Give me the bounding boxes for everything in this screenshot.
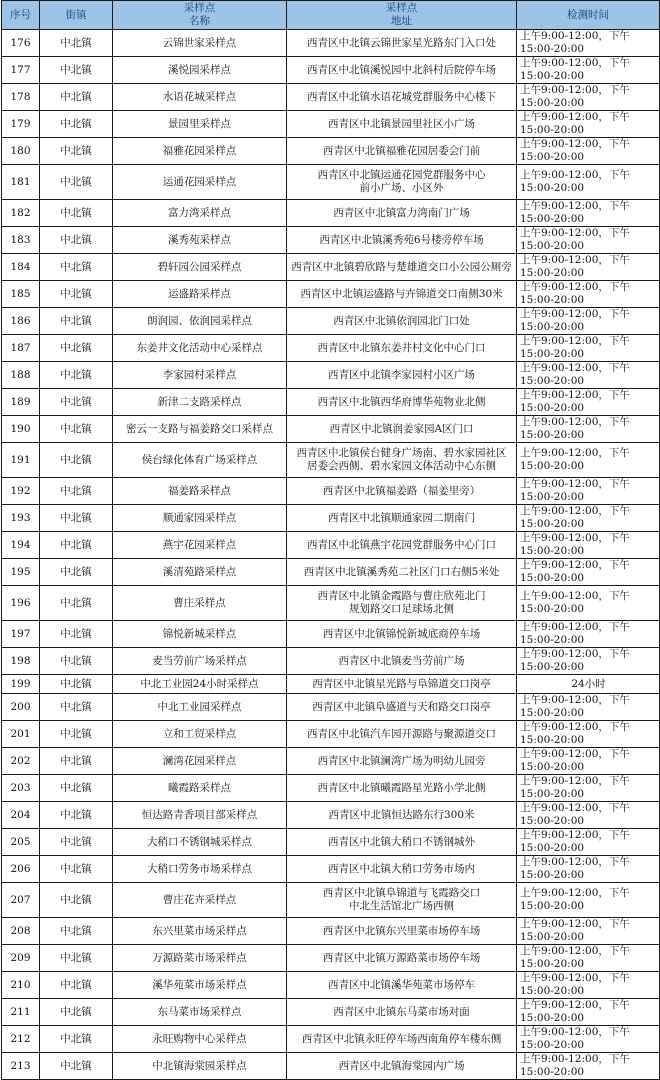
row-site-address — [287, 972, 517, 999]
row-town: 中北镇 — [40, 621, 113, 648]
row-site-address-line: 西青区中北镇溪悦园中北斜村后院停车场 — [307, 63, 496, 76]
row-town: 中北镇 — [40, 165, 113, 200]
row-site-name: 富力湾采样点 — [113, 200, 287, 227]
row-site-address-line: 前小广场、小区外 — [359, 182, 444, 194]
row-site-name: 运通花园采样点 — [113, 165, 287, 200]
row-number: 204 — [2, 802, 40, 829]
row-site-address-line: 居委会西侧、碧水家园文体活动中心东侧 — [307, 460, 496, 472]
row-number: 177 — [2, 57, 40, 84]
row-site-name: 恒达路青香项目部采样点 — [113, 802, 287, 829]
table-row — [2, 559, 660, 586]
row-number: 191 — [2, 443, 40, 478]
row-site-address — [287, 443, 517, 478]
table-row — [2, 1053, 660, 1080]
table-row — [2, 829, 660, 856]
row-site-address-line: 西青区中北镇运盛路与卉锦道交口南侧30米 — [300, 287, 503, 300]
table-row — [2, 478, 660, 505]
row-test-time: 上午9:00-12:00，下午15:00-20:00 — [517, 200, 660, 227]
row-number: 188 — [2, 362, 40, 389]
row-town: 中北镇 — [40, 721, 113, 748]
row-site-address — [287, 559, 517, 586]
row-test-time: 上午9:00-12:00，下午15:00-20:00 — [517, 84, 660, 111]
row-test-time: 上午9:00-12:00，下午15:00-20:00 — [517, 559, 660, 586]
row-town: 中北镇 — [40, 389, 113, 416]
row-site-name: 溪清苑路采样点 — [113, 559, 287, 586]
table-row — [2, 443, 660, 478]
row-town: 中北镇 — [40, 775, 113, 802]
row-town: 中北镇 — [40, 918, 113, 945]
table-row — [2, 30, 660, 57]
row-number: 195 — [2, 559, 40, 586]
row-site-name: 东兴里菜市场采样点 — [113, 918, 287, 945]
row-site-address — [287, 694, 517, 721]
row-site-address — [287, 775, 517, 802]
row-test-time: 上午9:00-12:00，下午15:00-20:00 — [517, 775, 660, 802]
row-town: 中北镇 — [40, 648, 113, 675]
row-town: 中北镇 — [40, 478, 113, 505]
row-site-address — [287, 748, 517, 775]
row-site-address-line: 西青区中北镇溪秀苑二社区门口右侧5米处 — [303, 565, 500, 578]
row-site-address-line: 西青区中北镇澜湾广场为明幼儿园旁 — [317, 754, 486, 767]
row-site-name: 溪悦园采样点 — [113, 57, 287, 84]
row-site-name: 曹庄花卉采样点 — [113, 883, 287, 918]
row-site-name: 景园里采样点 — [113, 111, 287, 138]
row-test-time: 上午9:00-12:00，下午15:00-20:00 — [517, 972, 660, 999]
row-site-address — [287, 721, 517, 748]
row-site-name: 溪秀苑采样点 — [113, 227, 287, 254]
row-site-address-line: 西青区中北镇曦霞路星光路小学北侧 — [317, 781, 486, 794]
row-town: 中北镇 — [40, 675, 113, 694]
row-number: 205 — [2, 829, 40, 856]
row-site-name: 侯台绿化体育广场采样点 — [113, 443, 287, 478]
row-town: 中北镇 — [40, 227, 113, 254]
row-test-time: 上午9:00-12:00，下午15:00-20:00 — [517, 335, 660, 362]
table-row — [2, 972, 660, 999]
row-site-address — [287, 999, 517, 1026]
row-number: 179 — [2, 111, 40, 138]
table-row — [2, 856, 660, 883]
row-site-address-line: 西青区中北镇运通花园党群服务中心 — [317, 169, 486, 181]
row-number: 178 — [2, 84, 40, 111]
row-test-time: 上午9:00-12:00，下午15:00-20:00 — [517, 532, 660, 559]
row-number: 196 — [2, 586, 40, 621]
row-number: 186 — [2, 308, 40, 335]
row-number: 190 — [2, 416, 40, 443]
row-number: 211 — [2, 999, 40, 1026]
row-site-name: 新津二支路采样点 — [113, 389, 287, 416]
row-site-name: 中北镇海棠园采样点 — [113, 1053, 287, 1080]
row-town: 中北镇 — [40, 883, 113, 918]
row-site-address-line: 西青区中北镇溪华苑菜市场停车 — [328, 978, 475, 991]
row-site-address-line: 西青区中北镇燕宇花园党群服务中心门口 — [307, 538, 496, 551]
table-row — [2, 918, 660, 945]
table-row — [2, 165, 660, 200]
row-site-address — [287, 621, 517, 648]
row-test-time: 上午9:00-12:00，下午15:00-20:00 — [517, 138, 660, 165]
row-number: 180 — [2, 138, 40, 165]
row-town: 中北镇 — [40, 111, 113, 138]
row-town: 中北镇 — [40, 532, 113, 559]
row-site-address-line: 西青区中北镇侯台健身广场南、碧水家园社区 — [296, 447, 507, 459]
table-row — [2, 675, 660, 694]
row-site-address — [287, 856, 517, 883]
row-number: 203 — [2, 775, 40, 802]
row-test-time: 上午9:00-12:00，下午15:00-20:00 — [517, 416, 660, 443]
row-site-name: 福雅花园采样点 — [113, 138, 287, 165]
row-town: 中北镇 — [40, 829, 113, 856]
row-town: 中北镇 — [40, 84, 113, 111]
header-site-name-line1: 采样点 — [183, 2, 216, 14]
row-town: 中北镇 — [40, 972, 113, 999]
row-test-time: 上午9:00-12:00，下午15:00-20:00 — [517, 505, 660, 532]
row-site-name: 燕宇花园采样点 — [113, 532, 287, 559]
row-town: 中北镇 — [40, 308, 113, 335]
row-site-address-line: 西青区中北镇东马菜市场对面 — [333, 1005, 470, 1018]
row-test-time: 上午9:00-12:00，下午15:00-20:00 — [517, 478, 660, 505]
row-number: 192 — [2, 478, 40, 505]
row-site-address-line: 西青区中北镇碧欣路与楚雄道交口小公园公厕旁 — [291, 260, 512, 273]
table-row — [2, 648, 660, 675]
row-site-address — [287, 532, 517, 559]
row-town: 中北镇 — [40, 138, 113, 165]
row-test-time: 上午9:00-12:00，下午15:00-20:00 — [517, 621, 660, 648]
row-site-address — [287, 335, 517, 362]
row-test-time: 上午9:00-12:00，下午15:00-20:00 — [517, 945, 660, 972]
row-site-address — [287, 308, 517, 335]
row-number: 176 — [2, 30, 40, 57]
row-town: 中北镇 — [40, 1026, 113, 1053]
row-site-address-line: 西青区中北镇富力湾南门广场 — [333, 206, 470, 219]
row-test-time: 上午9:00-12:00，下午15:00-20:00 — [517, 165, 660, 200]
row-site-address-line: 西青区中北镇恒达路东行300米 — [328, 808, 475, 821]
row-site-address — [287, 165, 517, 200]
row-site-name: 曹庄采样点 — [113, 586, 287, 621]
table-row — [2, 84, 660, 111]
row-test-time: 上午9:00-12:00，下午15:00-20:00 — [517, 1053, 660, 1080]
row-test-time: 上午9:00-12:00，下午15:00-20:00 — [517, 57, 660, 84]
row-site-address — [287, 883, 517, 918]
table-row — [2, 227, 660, 254]
table-row — [2, 416, 660, 443]
table-row — [2, 254, 660, 281]
row-site-name: 溪华苑菜市场采样点 — [113, 972, 287, 999]
row-town: 中北镇 — [40, 802, 113, 829]
row-site-address-line: 西青区中北镇福姜路（福姜里旁） — [322, 484, 481, 497]
row-test-time: 上午9:00-12:00，下午15:00-20:00 — [517, 829, 660, 856]
row-site-name: 立和工贸采样点 — [113, 721, 287, 748]
row-site-name: 福姜路采样点 — [113, 478, 287, 505]
row-test-time: 上午9:00-12:00，下午15:00-20:00 — [517, 389, 660, 416]
row-number: 187 — [2, 335, 40, 362]
table-row — [2, 621, 660, 648]
row-number: 199 — [2, 675, 40, 694]
row-site-address-line: 西青区中北镇金霞路与曹庄欣苑北门 — [317, 590, 486, 602]
row-site-address — [287, 362, 517, 389]
row-town: 中北镇 — [40, 335, 113, 362]
header-site-address — [287, 1, 517, 30]
row-site-address — [287, 57, 517, 84]
table-row — [2, 883, 660, 918]
row-test-time: 上午9:00-12:00，下午15:00-20:00 — [517, 999, 660, 1026]
row-town: 中北镇 — [40, 748, 113, 775]
row-test-time: 24小时 — [517, 675, 660, 694]
table-row — [2, 999, 660, 1026]
header-site-address-line2: 地址 — [391, 15, 412, 27]
row-site-address-line: 西青区中北镇大稍口不锈钢城外 — [328, 835, 475, 848]
table-row — [2, 281, 660, 308]
header-town: 街镇 — [40, 1, 113, 30]
row-site-address-line: 西青区中北镇星光路与阜锦道交口岗亭 — [312, 677, 491, 690]
row-test-time: 上午9:00-12:00，下午15:00-20:00 — [517, 648, 660, 675]
row-number: 193 — [2, 505, 40, 532]
row-site-name: 麦当劳前广场采样点 — [113, 648, 287, 675]
row-site-address-line: 西青区中北镇顺通家园二期南门 — [328, 511, 475, 524]
row-town: 中北镇 — [40, 254, 113, 281]
row-site-address-line: 西青区中北镇水语花城党群服务中心楼下 — [307, 90, 496, 103]
row-site-address-line: 西青区中北镇麦当劳前广场 — [338, 654, 465, 667]
row-town: 中北镇 — [40, 505, 113, 532]
row-site-name: 万源路菜市场采样点 — [113, 945, 287, 972]
row-test-time: 上午9:00-12:00，下午15:00-20:00 — [517, 30, 660, 57]
row-site-name: 大稍口不锈钢城采样点 — [113, 829, 287, 856]
table-row — [2, 389, 660, 416]
row-test-time: 上午9:00-12:00，下午15:00-20:00 — [517, 802, 660, 829]
table-row — [2, 138, 660, 165]
row-town: 中北镇 — [40, 30, 113, 57]
row-test-time: 上午9:00-12:00，下午15:00-20:00 — [517, 111, 660, 138]
row-site-address-line: 西青区中北镇大稍口劳务市场内 — [328, 862, 475, 875]
row-site-address — [287, 802, 517, 829]
row-site-name: 中北工业园24小时采样点 — [113, 675, 287, 694]
row-test-time: 上午9:00-12:00，下午15:00-20:00 — [517, 694, 660, 721]
row-site-address — [287, 505, 517, 532]
row-site-name: 碧轩园公园采样点 — [113, 254, 287, 281]
table-row — [2, 694, 660, 721]
row-site-address-line: 西青区中北镇景园里社区小广场 — [328, 117, 475, 130]
table-body — [2, 30, 660, 1080]
row-site-address — [287, 281, 517, 308]
row-site-address — [287, 586, 517, 621]
table-row — [2, 532, 660, 559]
row-town: 中北镇 — [40, 945, 113, 972]
table-header-row — [2, 1, 660, 30]
row-test-time: 上午9:00-12:00，下午15:00-20:00 — [517, 586, 660, 621]
row-site-address — [287, 675, 517, 694]
row-number: 208 — [2, 918, 40, 945]
table-row — [2, 586, 660, 621]
row-site-address — [287, 227, 517, 254]
row-site-name: 云锦世家采样点 — [113, 30, 287, 57]
row-test-time: 上午9:00-12:00，下午15:00-20:00 — [517, 883, 660, 918]
table-row — [2, 775, 660, 802]
row-test-time: 上午9:00-12:00，下午15:00-20:00 — [517, 254, 660, 281]
table-row — [2, 1026, 660, 1053]
row-site-address-line: 西青区中北镇东姜井村文化中心门口 — [317, 341, 486, 354]
row-number: 201 — [2, 721, 40, 748]
header-site-address-line1: 采样点 — [385, 2, 418, 14]
row-test-time: 上午9:00-12:00，下午15:00-20:00 — [517, 443, 660, 478]
row-town: 中北镇 — [40, 559, 113, 586]
row-town: 中北镇 — [40, 362, 113, 389]
row-site-address — [287, 30, 517, 57]
row-number: 210 — [2, 972, 40, 999]
row-site-address-line: 西青区中北镇海棠园内广场 — [338, 1059, 465, 1072]
row-site-name: 水语花城采样点 — [113, 84, 287, 111]
row-town: 中北镇 — [40, 281, 113, 308]
row-site-address-line: 中北生活馆北广场西侧 — [349, 900, 454, 912]
row-site-address — [287, 1053, 517, 1080]
row-site-name: 曦霞路采样点 — [113, 775, 287, 802]
row-site-name: 运盛路采样点 — [113, 281, 287, 308]
row-site-address-line: 西青区中北镇阜盛道与天和路交口岗亭 — [312, 700, 491, 713]
row-test-time: 上午9:00-12:00，下午15:00-20:00 — [517, 748, 660, 775]
row-site-name: 李家园村采样点 — [113, 362, 287, 389]
row-site-name: 澜湾花园采样点 — [113, 748, 287, 775]
sampling-site-table — [1, 0, 660, 1080]
table-row — [2, 308, 660, 335]
row-number: 185 — [2, 281, 40, 308]
row-number: 206 — [2, 856, 40, 883]
row-town: 中北镇 — [40, 586, 113, 621]
row-town: 中北镇 — [40, 1053, 113, 1080]
row-site-name: 朗润园、依润园采样点 — [113, 308, 287, 335]
row-test-time: 上午9:00-12:00，下午15:00-20:00 — [517, 362, 660, 389]
row-site-name: 大稍口劳务市场采样点 — [113, 856, 287, 883]
table-row — [2, 57, 660, 84]
row-test-time: 上午9:00-12:00，下午15:00-20:00 — [517, 281, 660, 308]
row-site-address — [287, 478, 517, 505]
table-row — [2, 505, 660, 532]
row-number: 183 — [2, 227, 40, 254]
row-site-address-line: 西青区中北镇西华府博华苑物业北侧 — [317, 395, 486, 408]
row-site-address-line: 西青区中北镇锦悦新城底商停车场 — [322, 627, 481, 640]
row-site-address — [287, 918, 517, 945]
table-row — [2, 945, 660, 972]
header-no: 序号 — [2, 1, 40, 30]
row-town: 中北镇 — [40, 856, 113, 883]
header-site-name — [113, 1, 287, 30]
row-site-address-line: 西青区中北镇福雅花园居委会门前 — [322, 144, 481, 157]
row-site-address — [287, 138, 517, 165]
row-site-address-line: 西青区中北镇李家园村小区广场 — [328, 368, 475, 381]
table-row — [2, 362, 660, 389]
row-site-address — [287, 389, 517, 416]
row-number: 209 — [2, 945, 40, 972]
row-number: 202 — [2, 748, 40, 775]
row-number: 200 — [2, 694, 40, 721]
table-row — [2, 721, 660, 748]
row-town: 中北镇 — [40, 57, 113, 84]
row-test-time: 上午9:00-12:00，下午15:00-20:00 — [517, 227, 660, 254]
row-site-address-line: 西青区中北镇云锦世家星光路东门入口处 — [307, 36, 496, 49]
row-town: 中北镇 — [40, 416, 113, 443]
table-row — [2, 200, 660, 227]
row-site-address — [287, 648, 517, 675]
row-number: 198 — [2, 648, 40, 675]
row-number: 212 — [2, 1026, 40, 1053]
row-test-time: 上午9:00-12:00，下午15:00-20:00 — [517, 308, 660, 335]
row-number: 181 — [2, 165, 40, 200]
row-site-address-line: 西青区中北镇依润园北门口处 — [333, 314, 470, 327]
row-site-address — [287, 945, 517, 972]
row-town: 中北镇 — [40, 999, 113, 1026]
row-test-time: 上午9:00-12:00，下午15:00-20:00 — [517, 856, 660, 883]
row-test-time: 上午9:00-12:00，下午15:00-20:00 — [517, 1026, 660, 1053]
row-site-address-line: 西青区中北镇阜锦道与飞霞路交口 — [322, 887, 481, 899]
row-town: 中北镇 — [40, 694, 113, 721]
row-site-address — [287, 829, 517, 856]
row-site-name: 密云一支路与福姜路交口采样点 — [113, 416, 287, 443]
row-site-address — [287, 416, 517, 443]
row-number: 197 — [2, 621, 40, 648]
row-number: 184 — [2, 254, 40, 281]
table-row — [2, 335, 660, 362]
row-town: 中北镇 — [40, 200, 113, 227]
row-site-name: 东姜井文化活动中心采样点 — [113, 335, 287, 362]
row-town: 中北镇 — [40, 443, 113, 478]
table-row — [2, 111, 660, 138]
row-test-time: 上午9:00-12:00，下午15:00-20:00 — [517, 918, 660, 945]
row-number: 207 — [2, 883, 40, 918]
row-site-address-line: 西青区中北镇润姜家园A区门口 — [329, 422, 474, 435]
row-site-name: 锦悦新城采样点 — [113, 621, 287, 648]
row-number: 189 — [2, 389, 40, 416]
row-number: 194 — [2, 532, 40, 559]
header-test-time: 检测时间 — [517, 1, 660, 30]
row-site-address-line: 西青区中北镇永旺停车场西南角停车楼东侧 — [301, 1032, 502, 1045]
row-site-name: 顺通家园采样点 — [113, 505, 287, 532]
row-site-address — [287, 1026, 517, 1053]
row-site-name: 永旺购物中心采样点 — [113, 1026, 287, 1053]
table-row — [2, 748, 660, 775]
header-site-name-line2: 名称 — [189, 15, 210, 27]
row-test-time: 上午9:00-12:00，下午15:00-20:00 — [517, 721, 660, 748]
row-site-name: 中北工业园采样点 — [113, 694, 287, 721]
row-number: 213 — [2, 1053, 40, 1080]
row-site-address-line: 西青区中北镇东兴里菜市场停车场 — [322, 924, 481, 937]
row-site-address-line: 西青区中北镇汽车园开源路与聚源道交口 — [307, 727, 496, 740]
row-site-address — [287, 84, 517, 111]
row-site-address — [287, 200, 517, 227]
row-site-address-line: 西青区中北镇溪秀苑6号楼旁停车场 — [319, 233, 484, 246]
row-site-address-line: 规划路交口足球场北侧 — [349, 603, 454, 615]
table-row — [2, 802, 660, 829]
row-site-address — [287, 254, 517, 281]
row-site-name: 东马菜市场采样点 — [113, 999, 287, 1026]
row-site-address-line: 西青区中北镇万源路菜市场停车场 — [322, 951, 481, 964]
row-site-address — [287, 111, 517, 138]
row-number: 182 — [2, 200, 40, 227]
